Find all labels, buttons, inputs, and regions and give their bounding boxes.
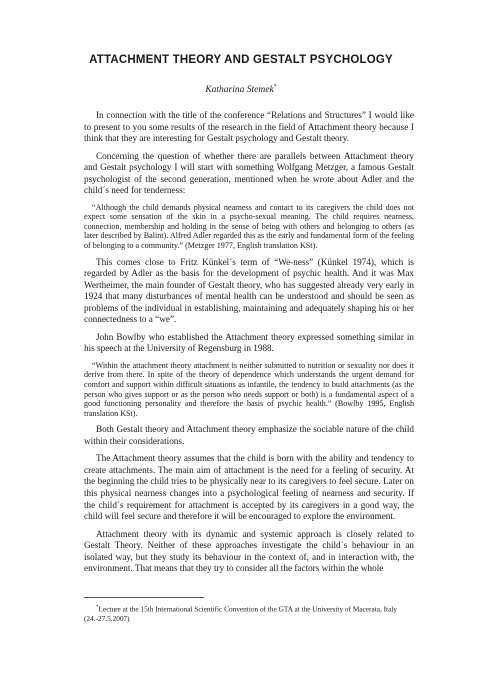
footnote-mark: * <box>96 605 99 610</box>
body-paragraph: Both Gestalt theory and Attachment theory emphasize the sociable nature of the child within their considerations. <box>84 424 414 446</box>
author-name: Katharina Stemek <box>205 85 274 96</box>
body-paragraph: Attachment theory with its dynamic and systemic approach is closely related to Gestalt Theory. Neither of these approaches investigate the child´s behaviour in an isolated way, but they study its behaviour in the context of, and in interaction with, the environment. That means that they try to consider all the factors within the whole <box>84 528 414 574</box>
author-footnote-mark: * <box>273 84 277 90</box>
body-paragraph: The Attachment theory assumes that the child is born with the ability and tendency to create attachments. The main aim of attachment is the need for a feeling of security. At the beginning the child tries to be physically near to its caregivers to feel secure. Later on this physical nearness changes into a psychological feeling of nearness and security. If the child´s requirement for attachment is accepted by its caregivers in a good way, the child will feel secure and therefore it will be encouraged to explore the environment. <box>84 453 414 522</box>
body-paragraph: Concerning the question of whether there are parallels between Attachment theory and Gestalt psychology I will start with something Wolfgang Metzger, a famous Gestalt psychologist of the second generation, mentioned when he wrote about Adler and the child´s need for tenderness: <box>84 150 414 196</box>
block-quote: “Within the attachment theory attachment is neither submitted to nutrition or sexuality nor does it derive from there. In spite of the theory of dependence which understands the urgent demand for comfort and support within difficult situations as infantile, the tendency to build attachments (as the person who gives support or as the person who needs support or both) is a fundamental aspect of a good functioning personality and therefore the basis of psychic health.” (Bowlby 1995, English translation KSt). <box>84 360 414 418</box>
author-line <box>0 84 482 95</box>
body-paragraph: This comes close to Fritz Künkel´s term of “We-ness” (Künkel 1974), which is regarded by Adler as the basis for the development of psychic health. And it was Max Wertheimer, the main founder of Gestalt theory, who has suggested already very early in 1924 that many disturbances of mental health can be understood and should be seen as problems of the individual in establishing, maintaining and adequately shaping his or her connectedness to a “we”. <box>84 256 414 325</box>
body-paragraph: John Bowlby who established the Attachment theory expressed something similar in his speech at the University of Regensburg in 1988. <box>84 331 414 354</box>
body-text <box>84 110 414 581</box>
footnote <box>84 603 414 624</box>
paper-title: ATTACHMENT THEORY AND GESTALT PSYCHOLOGY <box>89 54 393 66</box>
block-quote: “Although the child demands physical nearness and contact to its caregivers the child does not expect some sensation of the skin in a psycho-sexual meaning. The child requires nearness, connection, membership and holding in the sense of being with others and belonging to others (as later described by Balint). Alfred Adler regarded this as the early and fundamental form of the feeling of belonging to a community.” (Metzger 1977, English translation KSt). <box>84 202 414 251</box>
footnote-text: Lecture at the 15th International Scientific Convention of the GTA at the University of Macerata, Italy (24.-27.5.2007) <box>84 604 397 624</box>
footnote-rule <box>84 597 204 598</box>
body-paragraph: In connection with the title of the conference “Relations and Structures” I would like to present to you some results of the research in the field of Attachment theory because I think that they are interesting for Gestalt psychology and Gestalt theory. <box>84 110 414 144</box>
